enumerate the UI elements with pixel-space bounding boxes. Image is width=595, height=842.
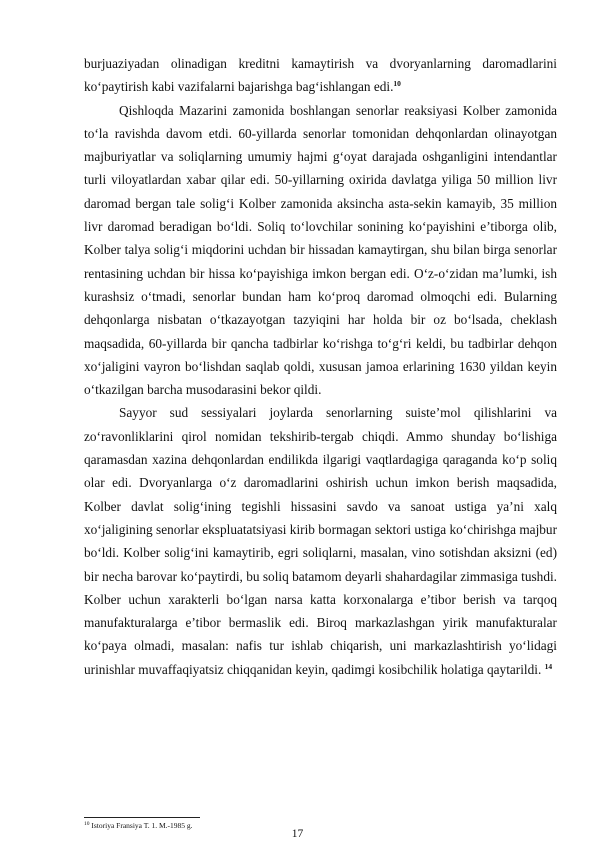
page-number: 17 — [291, 828, 304, 840]
paragraph-1 — [84, 52, 557, 99]
page-body — [84, 52, 557, 681]
footnote-ref-10[interactable]: 10 — [393, 79, 401, 89]
footnote-divider — [84, 817, 200, 818]
footnote-text: Istoriya Fransiya T. 1. M.-1985 g. — [91, 821, 193, 830]
paragraph-3-text: Sayyor sud sessiyalari joylarda senorlarning suiste’mol qilishlarini va zo‘ravonliklarini qirol nomidan tekshirib-tergab chiqdi. Ammo shunday bo‘lishiga qaramasdan xazina dehqonlardan endilikda ilgarigi vaqtlardagiga qaraganda ko‘p soliq olar edi. Dvoryanlarga o‘z daromadlarini oshirish uchun imkon berish maqsadida, Kolber davlat solig‘ining tegishli hissasini savdo va sanoat ustiga ya’ni xalq xo‘jaligining senorlar ekspluatatsiyasi kirib bormagan sektori ustiga ko‘chirishga majbur bo‘ldi. Kolber solig‘ini kamaytirib, egri soliqlarni, masalan, vino sotishdan aksizni (ed) bir necha barovar ko‘paytirdi, bu soliq batamom deyarli shahardagilar zimmasiga tushdi. Kolber uchun xarakterli bo‘lgan narsa katta korxonalarga e’tibor berish va tarqoq manufakturalarga e’tibor bermaslik edi. Biroq markazlashgan yirik manufakturalar ko‘paya olmadi, masalan: nafis tur ishlab chiqarish, uni markazlashtirish yo‘lidagi urinishlar muvaffaqiyatsiz chiqqanidan keyin, qadimgi kosibchilik holatiga qaytarildi. — [84, 405, 557, 677]
footnote-marker: 10 — [84, 821, 90, 827]
paragraph-2 — [84, 99, 557, 402]
paragraph-1-text: burjuaziyadan olinadigan kreditni kamaytirish va dvoryanlarning daromadlarini ko‘paytirish kabi vazifalarni bajarishga bag‘ishlangan edi. — [84, 56, 557, 95]
paragraph-3 — [84, 401, 557, 681]
paragraph-2-text: Qishloqda Mazarini zamonida boshlangan senorlar reaksiyasi Kolber zamonida to‘la ravishda davom etdi. 60-yillarda senorlar tomonidan dehqonlardan olinayotgan majburiyatlar va soliqlarning umumiy hajmi g‘oyat darajada oshganligini intendantlar turli viloyatlardan xabar qilar edi. 50-yillarning oxirida davlatga yiliga 50 million livr daromad bergan tale solig‘i Kolber zamonida aksincha asta-sekin kamayib, 35 million livr daromad beradigan bo‘ldi. Soliq to‘lovchilar sonining ko‘payishini e’tiborga olib, Kolber talya solig‘i miqdorini uchdan bir hissadan kamaytirgan, shu bilan birga senorlar rentasining uchdan bir hissa ko‘payishiga imkon bergan edi. O‘z-o‘zidan ma’lumki, ish kurashsiz o‘tmadi, senorlar bundan ham ko‘proq daromad olmoqchi edi. Bularning dehqonlarga nisbatan o‘tkazayotgan tazyiqini har holda bir oz bo‘lsada, cheklash maqsadida, 60-yillarda bir qancha tadbirlar ko‘rishga to‘g‘ri keldi, bu tadbirlar dehqon xo‘jaligini vayron bo‘lishdan saqlab qoldi, xususan jamoa erlarining 1630 yildan keyin o‘tkazilgan barcha musodarasini bekor qildi. — [84, 102, 557, 398]
footnote-ref-14[interactable]: 14 — [544, 661, 553, 671]
